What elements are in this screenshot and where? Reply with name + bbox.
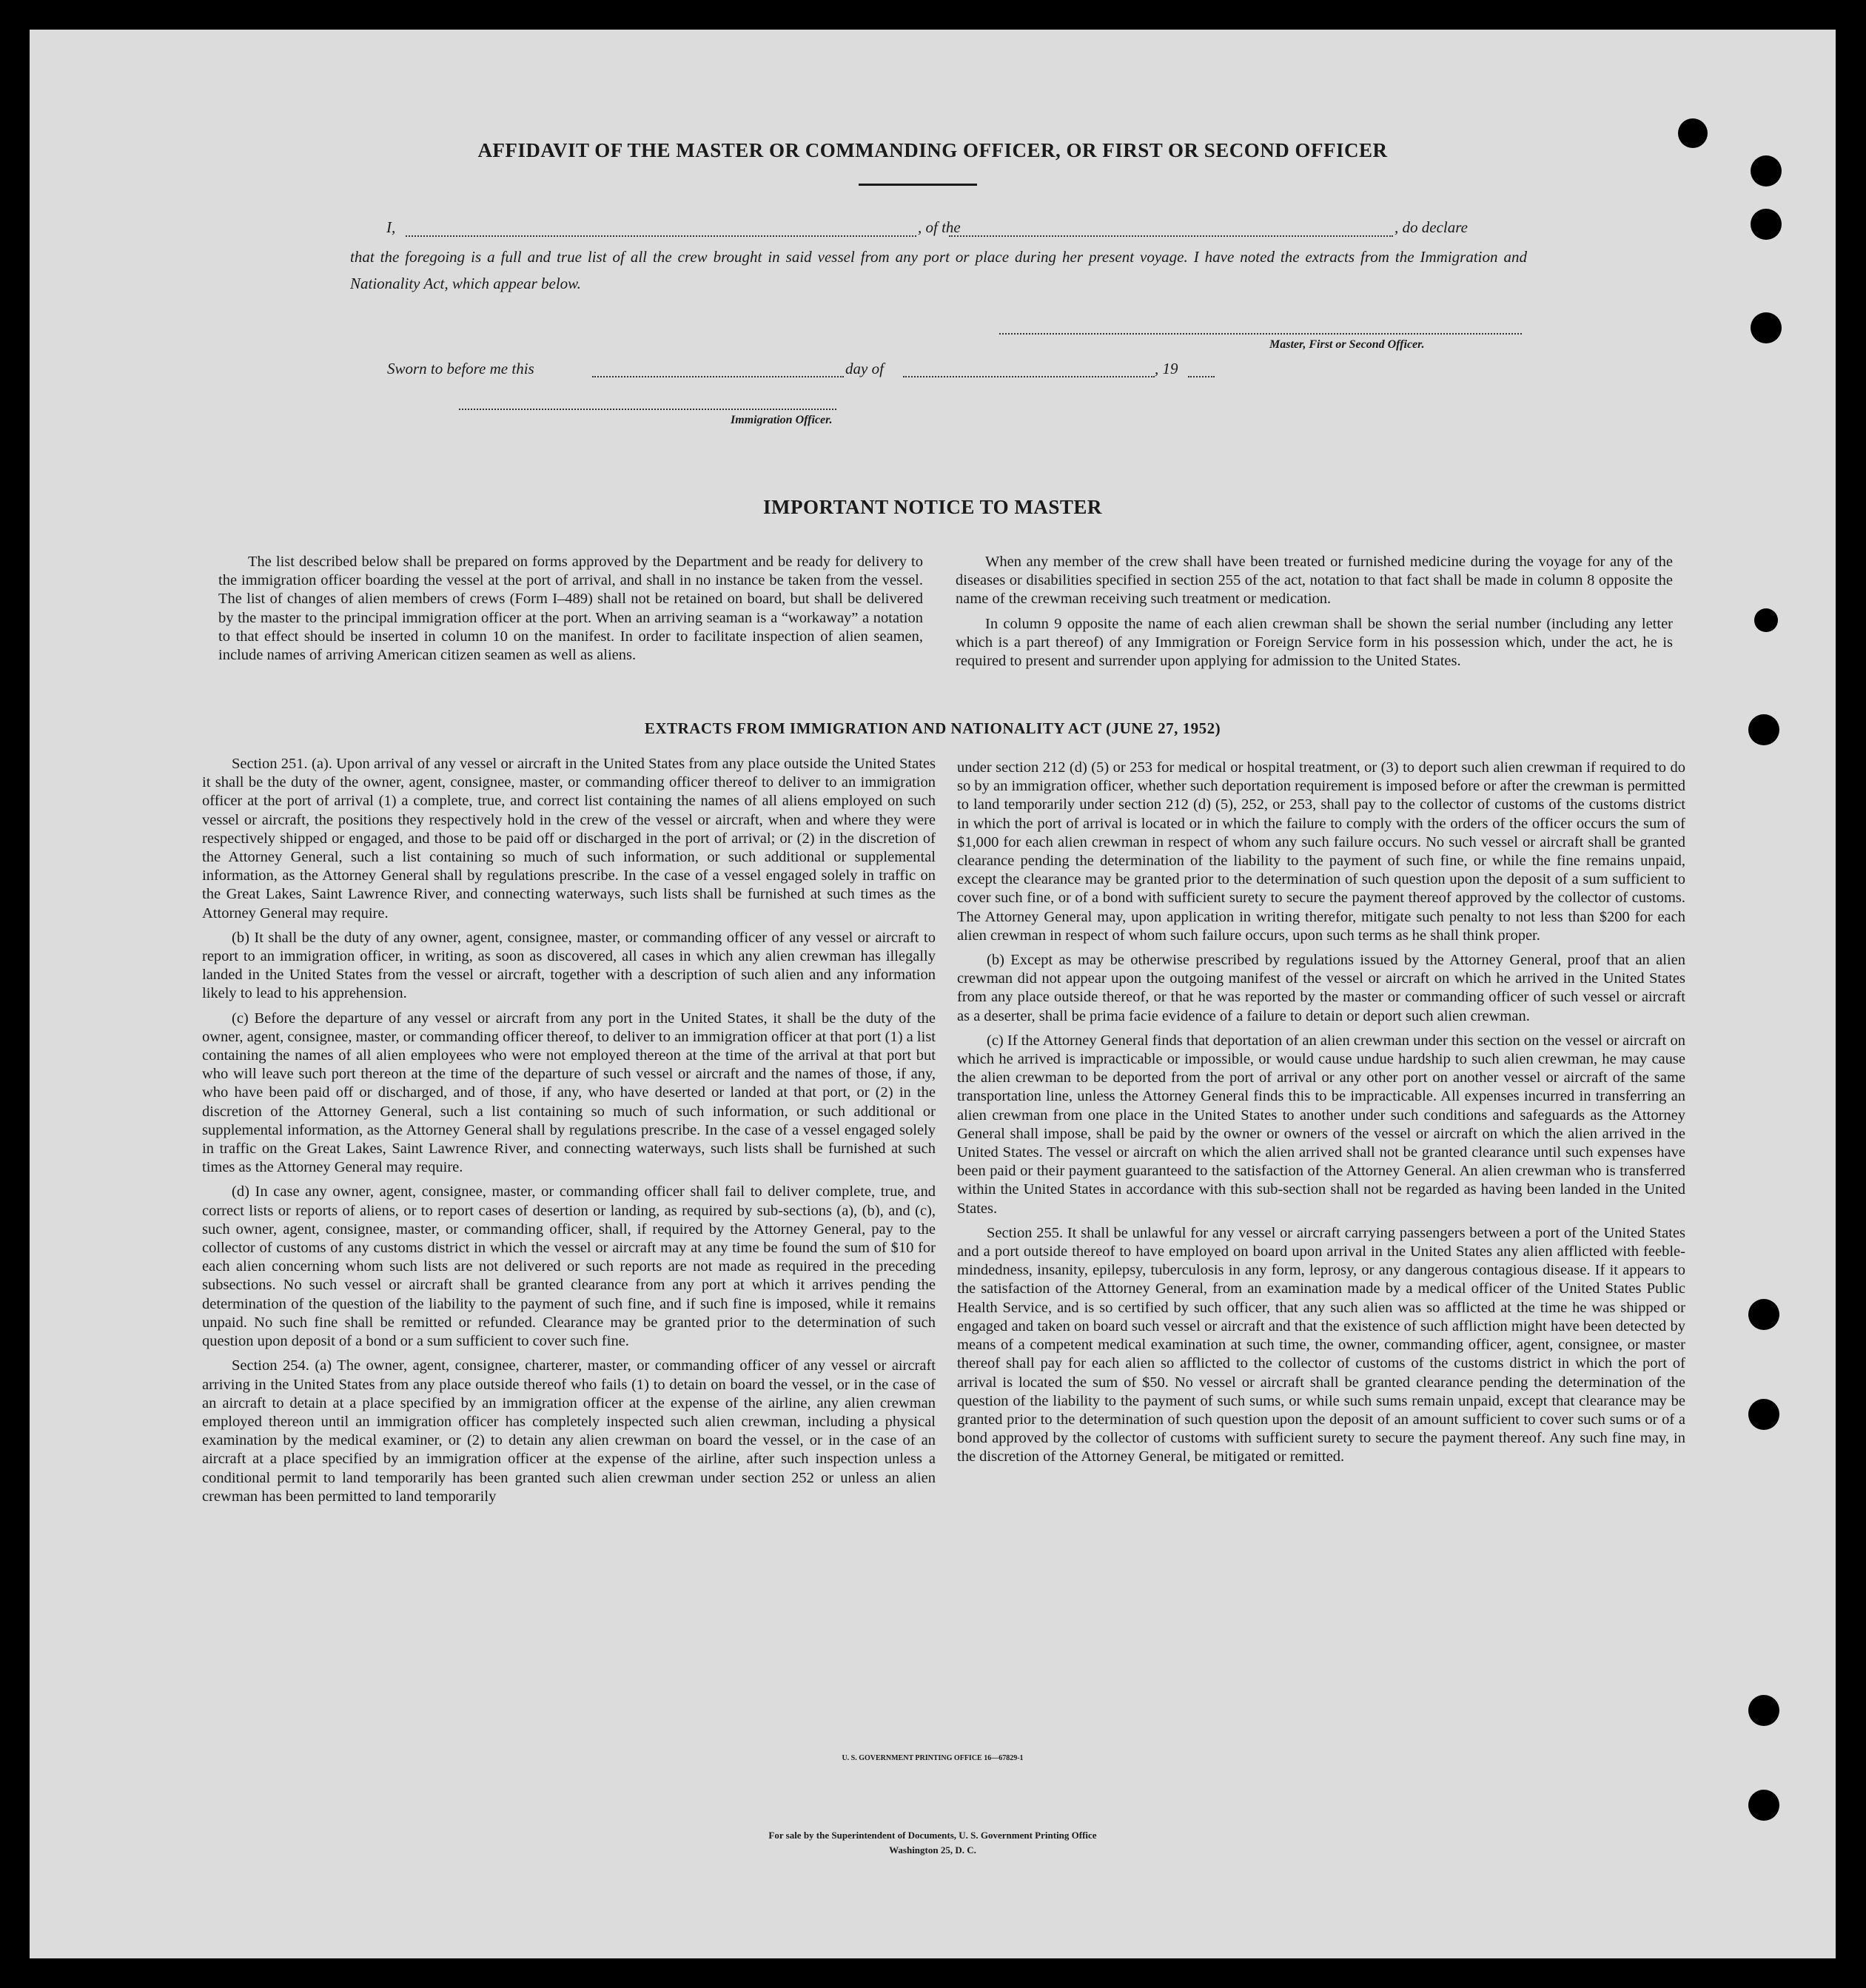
sale-notice-line-1: For sale by the Superintendent of Documents, U. S. Government Printing Office xyxy=(768,1830,1097,1841)
punch-hole-icon xyxy=(1748,714,1779,745)
sworn-year-field[interactable] xyxy=(1188,376,1215,377)
affidavit-statement: that the foregoing is a full and true list of all the crew brought in said vessel from any port or place during her present voyage. I have noted the extracts from the Immigration and Nationality Act, which appear below. xyxy=(350,248,1527,292)
section-paragraph: (b) Except as may be otherwise prescribed by regulations issued by the Attorney General, proof that an alien crewman did not appear upon the outgoing manifest of the vessel or aircraft on which he arrived in the United States from any place outside thereof, or that he was reported by the master or commanding officer of such vessel or aircraft as a deserter, shall be prima facie evidence of a failure to detain or deport such alien crewman. xyxy=(957,952,1685,1024)
master-signature-field[interactable] xyxy=(999,333,1522,335)
section-paragraph: (b) It shall be the duty of any owner, agent, consignee, master, or commanding officer of any vessel or aircraft to report to an immigration officer, in writing, as soon as discovered, all cases in which any alien crewman has illegally landed in the United States from the vessel or aircraft, together with a description of such alien and any information likely to lead to his apprehension. xyxy=(202,929,936,1002)
affiant-name-field[interactable] xyxy=(406,235,916,237)
section-paragraph: (c) Before the departure of any vessel or aircraft from any port in the United States, it shall be the duty of the owner, agent, consignee, master, or commanding officer thereof, to deliver to an immigration officer at that port (1) a list containing the names of all alien employees who were not employed thereon at the time of the arrival at that port but who will leave such port thereon at the time of the departure of such vessel or aircraft and the names of those, if any, who have been paid off or discharged, and of those, if any, who have deserted or landed at that port, or (2) in the discretion of the Attorney General, such a list containing so much of such information, or such additional or supplemental information, as the Attorney General shall by regulations prescribe. In the case of a vessel engaged solely in traffic on the Great Lakes, Saint Lawrence River, and connecting waterways, such lists shall be furnished at such times as the Attorney General may require. xyxy=(202,1010,936,1176)
title-underline xyxy=(859,184,977,186)
section-paragraph: (d) In case any owner, agent, consignee, master, or commanding officer shall fail to deliver complete, true, and correct lists or reports of aliens, or to report cases of desertion or landing, as required by sub-sections (a), (b), and (c), such owner, agent, consignee, master, or commanding officer, shall, if required by the Attorney General, pay to the collector of customs of any customs district in which the vessel or aircraft may at any time be found the sum of $10 for each alien concerning whom such lists are not delivered or such reports are not made as required in the preceding subsections. No such vessel or aircraft shall be granted clearance from any port at which it arrives pending the determination of the question of the liability to the payment of such fine, and if such fine is imposed, while it remains unpaid. No such fine shall be remitted or refunded. Clearance may be granted prior to the determination of such question upon deposit of a bond or a sum sufficient to cover such fine. xyxy=(202,1183,936,1350)
punch-hole-icon xyxy=(1748,1299,1779,1330)
punch-hole-icon xyxy=(1748,1695,1779,1726)
punch-hole-icon xyxy=(1751,155,1782,187)
extracts-title: EXTRACTS FROM IMMIGRATION AND NATIONALITY ACT (JUNE 27, 1952) xyxy=(644,719,1221,737)
punch-hole-icon xyxy=(1751,209,1782,240)
notice-paragraph: The list described below shall be prepared on forms approved by the Department and be ready for delivery to the immigration officer boarding the vessel at the port of arrival, and shall in no instance be taken from the vessel. The list of changes of alien members of crews (Form I–489) shall not be retained on board, but shall be delivered by the master to the principal immigration officer at the port. When an arriving seaman is a “workaway” a notation to that effect should be inserted in column 10 on the manifest. In order to facilitate inspection of alien seamen, include names of arriving American citizen seamen as well as aliens. xyxy=(218,554,923,664)
do-declare-label: , do declare xyxy=(1395,218,1468,236)
day-of-label: day of xyxy=(845,360,884,377)
section-paragraph: under section 212 (d) (5) or 253 for medical or hospital treatment, or (3) to deport such alien crewman if required to do so by an immigration officer, whether such deportation requirement is imposed before or after the crewman is permitted to land temporarily under section 212 (d) (5), 252, or 253, shall pay to the collector of customs of the customs district in which the port of arrival is located or in which the failure to comply with the orders of the officer occurs the sum of $1,000 for each alien crewman in respect of whom any such failure occurs. No such vessel or aircraft shall be granted clearance pending the determination of the liability to the payment of such fine, or while the fine remains unpaid, except the clearance may be granted prior to the determination of such question upon the deposit of a sum sufficient to cover such fine, or of a bond with sufficient surety to secure the payment thereof approved by the collector of customs. The Attorney General may, upon application in writing therefor, mitigate such penalty to not less than $200 for each alien crewman in respect of whom such failure occurs, upon such terms as he shall think proper. xyxy=(957,759,1685,944)
extracts-right-column xyxy=(957,759,1685,1473)
notice-left-column xyxy=(218,553,923,671)
affidavit-title: AFFIDAVIT OF THE MASTER OR COMMANDING OFFICER, OR FIRST OR SECOND OFFICER xyxy=(477,139,1388,161)
section-paragraph: Section 255. It shall be unlawful for any vessel or aircraft carrying passengers between a port of the United States and a port outside thereof to have employed on board upon arrival in the United States any alien afflicted with feeble-mindedness, insanity, epilepsy, tuberculosis in any form, leprosy, or any dangerous contagious disease. If it appears to the satisfaction of the Attorney General, from an examination made by a medical officer of the United States Public Health Service, and is so certified by such officer, that any such alien was so afflicted at the time he was shipped or engaged and taken on board such vessel or aircraft and that the existence of such affliction might have been detected by means of a competent medical examination at such time, the owner, commanding officer, agent, consignee, or master thereof shall pay for each alien so afflicted to the collector of customs of the customs district in which the port of arrival is located the sum of $50. No vessel or aircraft shall be granted clearance pending the determination of the question of the liability to the payment of such sums, or while such sums remain unpaid, except that clearance may be granted prior to the determination of such question upon the deposit of an amount sufficient to cover such sums or of a bond approved by the collector of customs with sufficient surety to secure the payment thereof. Any such fine may, in the discretion of the Attorney General, be mitigated or remitted. xyxy=(957,1224,1685,1465)
vessel-name-field[interactable] xyxy=(949,235,1393,237)
of-the-label: , of the xyxy=(918,218,961,236)
officer-signature-label: Immigration Officer. xyxy=(731,414,833,426)
officer-signature-field[interactable] xyxy=(459,409,836,410)
extracts-left-column xyxy=(202,755,936,1512)
printing-office-line: U. S. GOVERNMENT PRINTING OFFICE 16—67829-1 xyxy=(842,1754,1024,1762)
sale-notice-line-2: Washington 25, D. C. xyxy=(889,1844,976,1856)
notice-paragraph: In column 9 opposite the name of each alien crewman shall be shown the serial number (including any letter which is a part thereof) of any Immigration or Foreign Service form in his possession which, under the act, he is required to present and surrender upon applying for admission to the United States. xyxy=(956,615,1673,670)
section-paragraph: Section 251. (a). Upon arrival of any vessel or aircraft in the United States from any place outside the United States it shall be the duty of the owner, agent, consignee, master, or commanding officer thereof to deliver to an immigration officer at the port of arrival (1) a complete, true, and correct list containing the names of all aliens employed on such vessel or aircraft, the positions they respectively hold in the crew of the vessel or aircraft, when and where they were respectively shipped or engaged, and those to be paid off or discharged in the port of arrival; or (2) in the discretion of the Attorney General, such a list containing so much of such information, or such additional or supplemental information, as the Attorney General shall by regulations prescribe. In the case of a vessel engaged solely in traffic on the Great Lakes, Saint Lawrence River, and connecting waterways, such lists shall be furnished at such times as the Attorney General may require. xyxy=(202,756,936,921)
sworn-day-field[interactable] xyxy=(592,376,844,377)
year-label: , 19 xyxy=(1155,360,1178,377)
punch-hole-icon xyxy=(1754,608,1778,632)
affidavit-i-label: I, xyxy=(386,218,396,236)
notice-title: IMPORTANT NOTICE TO MASTER xyxy=(763,496,1102,518)
sworn-month-field[interactable] xyxy=(903,376,1155,377)
notice-paragraph: When any member of the crew shall have been treated or furnished medicine during the voyage for any of the diseases or disabilities specified in section 255 of the act, notation to that fact shall be made in column 8 opposite the name of the crewman receiving such treatment or medication. xyxy=(956,554,1673,608)
punch-hole-icon xyxy=(1678,118,1708,148)
notice-right-column xyxy=(956,553,1673,676)
section-paragraph: Section 254. (a) The owner, agent, consignee, charterer, master, or commanding officer of any vessel or aircraft arriving in the United States from any place outside thereof who fails (1) to detain on board the vessel, or in the case of an aircraft to detain at a place specified by an immigration officer at the expense of the airline, any alien crewman employed thereon until an immigration officer has completely inspected such alien crewman, including a physical examination by the medical examiner, or (2) to detain any alien crewman on board the vessel, or in the case of an aircraft at a place specified by an immigration officer at the expense of the airline, after such inspection unless a conditional permit to land temporarily has been granted such alien crewman under section 252 or unless an alien crewman has been permitted to land temporarily xyxy=(202,1357,936,1505)
master-signature-label: Master, First or Second Officer. xyxy=(1269,338,1425,351)
section-paragraph: (c) If the Attorney General finds that deportation of an alien crewman under this section on the vessel or aircraft on which he arrived is impracticable or impossible, or would cause undue hardship to such alien crewman, he may cause the alien crewman to be deported from the port of arrival or any other port on another vessel or aircraft of the same transportation line, unless the Attorney General finds this to be impracticable. All expenses incurred in transferring an alien crewman from one place in the United States to another under such conditions and safeguards as the Attorney General shall impose, shall be paid by the owner or owners of the vessel or aircraft on which the alien arrived in the United States. The vessel or aircraft on which the alien arrived shall not be granted clearance until such expenses have been paid or their payment guaranteed to the satisfaction of the Attorney General. An alien crewman who is transferred within the United States in accordance with this sub-section shall not be regarded as having been landed in the United States. xyxy=(957,1032,1685,1217)
document-page xyxy=(30,30,1836,1958)
sworn-label: Sworn to before me this xyxy=(387,360,534,377)
punch-hole-icon xyxy=(1748,1399,1779,1430)
punch-hole-icon xyxy=(1751,312,1782,343)
punch-hole-icon xyxy=(1748,1790,1779,1821)
